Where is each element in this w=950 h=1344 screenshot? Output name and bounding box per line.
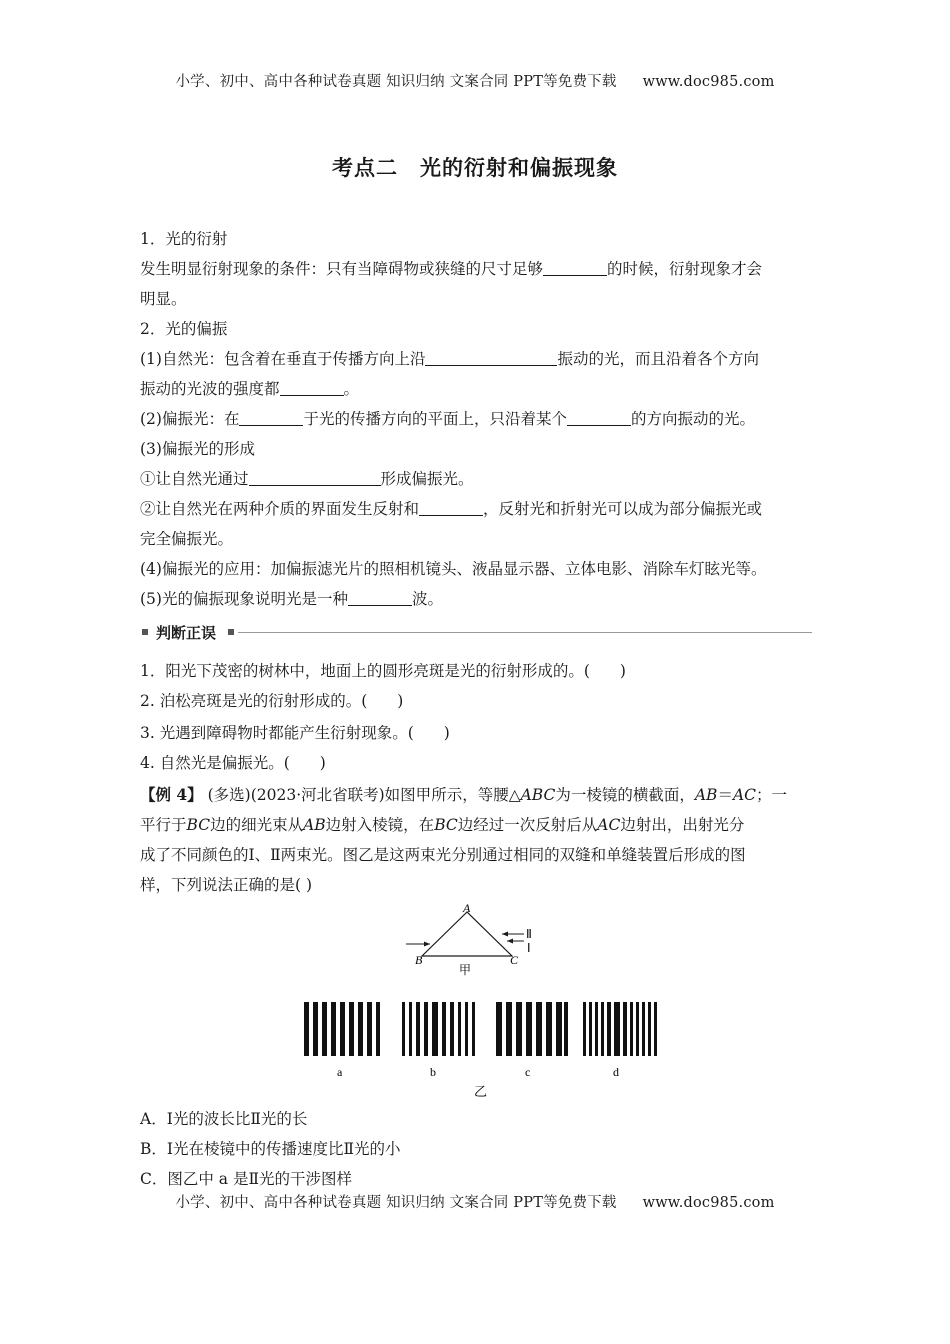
divider [238, 632, 812, 633]
section2-p3b: ②让自然光在两种介质的界面发生反射和 ，反射光和折射光可以成为部分偏振光或 [140, 500, 763, 518]
section2-heading: 2．光的偏振 [140, 320, 228, 338]
answer-blank[interactable] [425, 350, 557, 366]
fringe-bar [536, 1002, 542, 1056]
fringe-bar [589, 1002, 592, 1056]
example-line3: 成了不同颜色的Ⅰ、Ⅱ两束光。图乙是这两束光分别通过相同的双缝和单缝装置后形成的图 [140, 846, 746, 864]
arrow-icon [424, 942, 430, 947]
section2-p3a: ①让自然光通过 形成偏振光。 [140, 470, 474, 488]
fringe-bar [623, 1002, 627, 1056]
fringe-bar [313, 1002, 318, 1056]
fringe-bar [304, 1002, 309, 1056]
fringe-bar [506, 1002, 512, 1056]
fringe-bar [614, 1002, 620, 1056]
fringe-bar [556, 1002, 562, 1056]
fringe-bar [442, 1002, 446, 1056]
section2-p3: (3)偏振光的形成 [140, 440, 255, 458]
page-header [0, 70, 950, 91]
vertex-label: C [510, 953, 519, 967]
option-c[interactable]: C．图乙中 a 是Ⅱ光的干涉图样 [140, 1170, 352, 1188]
fringe-bar [416, 1002, 420, 1056]
judge-item: 4. 自然光是偏振光。( ) [140, 754, 326, 772]
section2-p5: (5)光的偏振现象说明光是一种 波。 [140, 590, 443, 608]
fringe-bar [322, 1002, 327, 1056]
square-bullet-icon [142, 629, 148, 635]
fringe-bar [402, 1002, 405, 1056]
section1-line2: 明显。 [140, 290, 187, 308]
fringe-bar [424, 1002, 428, 1056]
header-url[interactable]: www.doc985.com [642, 74, 775, 90]
section1-heading: 1．光的衍射 [140, 230, 228, 248]
page-title: 考点二 光的衍射和偏振现象 [332, 156, 618, 180]
pattern-label: a [337, 1065, 343, 1079]
fringe-bar [630, 1002, 633, 1056]
fringe-bar [654, 1002, 657, 1056]
pattern-label: d [613, 1065, 619, 1079]
arrow-icon [502, 932, 508, 937]
fringe-bar [358, 1002, 363, 1056]
prism-figure [400, 898, 550, 978]
footer-text: 小学、初中、高中各种试卷真题 知识归纳 文案合同 PPT等免费下载 [175, 1195, 617, 1211]
vertex-label: A [463, 901, 471, 915]
fringe-bar [607, 1002, 611, 1056]
footer-url[interactable]: www.doc985.com [642, 1195, 775, 1211]
fringe-bar [465, 1002, 468, 1056]
fringe-bar [546, 1002, 552, 1056]
section2-p2: (2)偏振光：在 于光的传播方向的平面上，只沿着某个 的方向振动的光。 [140, 410, 755, 428]
section2-p1: (1)自然光：包含着在垂直于传播方向上沿 振动的光，而且沿着各个方向 [140, 350, 759, 368]
fringe-bar [642, 1002, 645, 1056]
fringe-bar [636, 1002, 639, 1056]
figure-caption: 甲 [459, 963, 472, 977]
fringe-bar [349, 1002, 354, 1056]
judge-item: 3. 光遇到障碍物时都能产生衍射现象。( ) [140, 724, 450, 742]
fringe-bar [526, 1002, 532, 1056]
fringe-bar [516, 1002, 522, 1056]
fringe-bar [331, 1002, 336, 1056]
example-line4: 样，下列说法正确的是( ) [140, 876, 313, 894]
fringe-bar [340, 1002, 345, 1056]
fringe-bar [595, 1002, 598, 1056]
example-line1: 【例 4】 (多选)(2023·河北省联考)如图甲所示，等腰△ABC为一棱镜的横截面，AB＝AC；一 [140, 785, 788, 804]
pattern-label: b [430, 1065, 436, 1079]
section1-line1: 发生明显衍射现象的条件：只有当障碍物或狭缝的尺寸足够 的时候，衍射现象才会 [140, 260, 763, 278]
judge-item: 2. 泊松亮斑是光的衍射形成的。( ) [140, 692, 404, 710]
figure-caption: 乙 [474, 1085, 488, 1100]
fringe-bar [601, 1002, 604, 1056]
option-b[interactable]: B．Ⅰ光在棱镜中的传播速度比Ⅱ光的小 [140, 1140, 401, 1158]
answer-blank[interactable] [419, 500, 483, 516]
example-line2: 平行于BC边的细光束从AB边射入棱镜，在BC边经过一次反射后从AC边射出，出射光分 [140, 816, 745, 834]
fringe-bar [367, 1002, 372, 1056]
fringe-bar [409, 1002, 412, 1056]
ray-label: Ⅰ [527, 941, 531, 955]
fringe-bar [564, 1002, 568, 1056]
fringe-bar [432, 1002, 438, 1056]
square-bullet-icon [228, 629, 234, 635]
answer-blank[interactable] [249, 470, 381, 486]
fringe-bar [376, 1002, 380, 1056]
section2-p3c: 完全偏振光。 [140, 530, 234, 548]
fringe-patterns-figure [300, 998, 660, 1102]
arrow-icon [507, 939, 513, 944]
ray-label: Ⅱ [526, 927, 532, 941]
option-a[interactable]: A．Ⅰ光的波长比Ⅱ光的长 [140, 1110, 308, 1128]
fringe-bar [583, 1002, 586, 1056]
fringe-bar [450, 1002, 454, 1056]
fringe-bar [472, 1002, 475, 1056]
page-footer [0, 1191, 950, 1212]
answer-blank[interactable] [280, 380, 344, 396]
answer-blank[interactable] [239, 410, 303, 426]
answer-blank[interactable] [348, 590, 412, 606]
pattern-label: c [525, 1065, 531, 1079]
section2-p4: (4)偏振光的应用：加偏振滤光片的照相机镜头、液晶显示器、立体电影、消除车灯眩光等。 [140, 560, 767, 578]
prism-triangle [422, 912, 512, 956]
header-text: 小学、初中、高中各种试卷真题 知识归纳 文案合同 PPT等免费下载 [175, 74, 617, 90]
section2-p1b: 振动的光波的强度都 。 [140, 380, 360, 398]
answer-blank[interactable] [567, 410, 631, 426]
vertex-label: B [415, 953, 423, 967]
judge-section-title: 判断正误 [140, 622, 812, 644]
fringe-bar [458, 1002, 461, 1056]
judge-item: 1．阳光下茂密的树林中，地面上的圆形亮斑是光的衍射形成的。( ) [140, 662, 626, 680]
fringe-bar [496, 1002, 502, 1056]
fringe-bar [648, 1002, 651, 1056]
answer-blank[interactable] [543, 260, 607, 276]
